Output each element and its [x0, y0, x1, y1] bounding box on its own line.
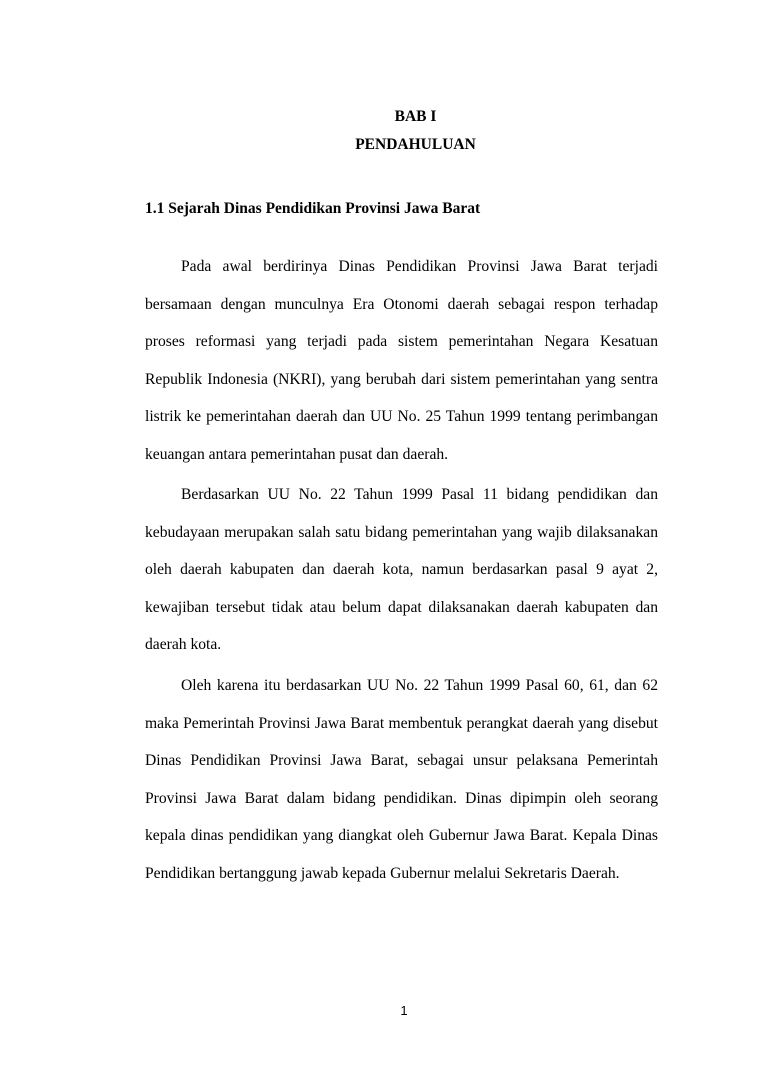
page-number: 1	[400, 1003, 408, 1018]
paragraph: Pada awal berdirinya Dinas Pendidikan Provinsi Jawa Barat terjadi bersamaan dengan munculnya Era Otonomi daerah sebagai respon terhadap proses reformasi yang terjadi pada sistem pemerintahan Negara Kesatuan Republik Indonesia (NKRI), yang berubah dari sistem pemerintahan yang sentra listrik ke pemerintahan daerah dan UU No. 25 Tahun 1999 tentang perimbangan keuangan antara pemerintahan pusat dan daerah.	[145, 258, 658, 463]
paragraph: Oleh karena itu berdasarkan UU No. 22 Tahun 1999 Pasal 60, 61, dan 62 maka Pemerintah Provinsi Jawa Barat membentuk perangkat daerah yang disebut Dinas Pendidikan Provinsi Jawa Barat, sebagai unsur pelaksana Pemerintah Provinsi Jawa Barat dalam bidang pendidikan. Dinas dipimpin oleh seorang kepala dinas pendidikan yang diangkat oleh Gubernur Jawa Barat. Kepala Dinas Pendidikan bertanggung jawab kepada Gubernur melalui Sekretaris Daerah.	[145, 677, 658, 882]
paragraph: Berdasarkan UU No. 22 Tahun 1999 Pasal 11 bidang pendidikan dan kebudayaan merupakan salah satu bidang pemerintahan yang wajib dilaksanakan oleh daerah kabupaten dan daerah kota, namun berdasarkan pasal 9 ayat 2, kewajiban tersebut tidak atau belum dapat dilaksanakan daerah kabupaten dan daerah kota.	[145, 486, 658, 654]
chapter-number: BAB I	[394, 108, 437, 125]
section-heading: 1.1 Sejarah Dinas Pendidikan Provinsi Jawa Barat	[145, 200, 481, 217]
chapter-title: PENDAHULUAN	[355, 136, 476, 153]
